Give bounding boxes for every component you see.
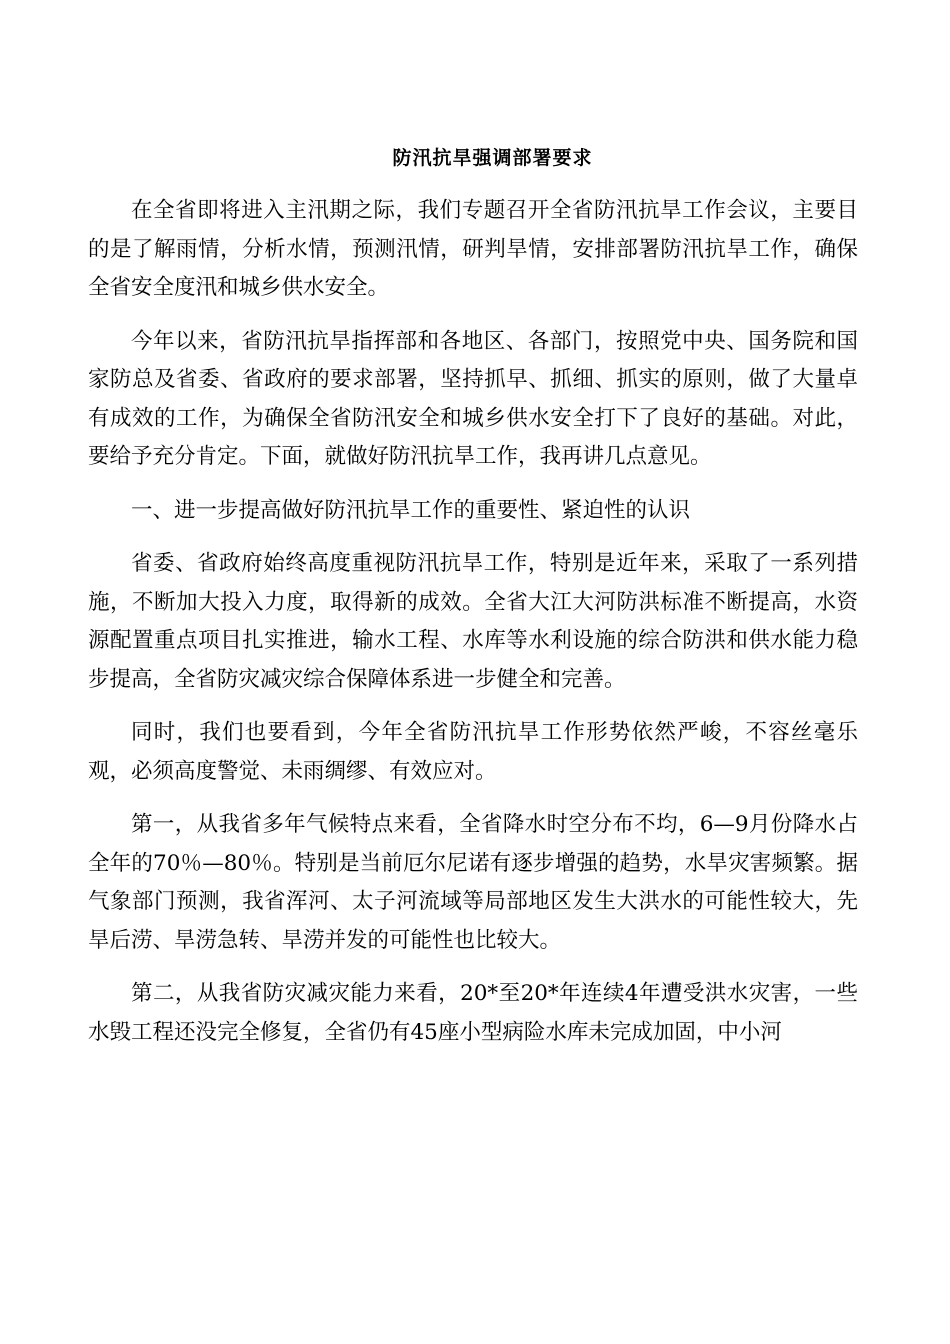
paragraph-point-2: 第二，从我省防灾减灾能力来看，20*至20*年连续4年遭受洪水灾害，一些水毁工程还没完全修复，全省仍有45座小型病险水库未完成加固，中小河 (88, 981, 858, 1045)
section-heading-1: 一、进一步提高做好防汛抗旱工作的重要性、紧迫性的认识 (131, 497, 691, 523)
paragraph-situation: 同时，我们也要看到，今年全省防汛抗旱工作形势依然严峻，不容丝毫乐观，必须高度警觉、未雨绸缪、有效应对。 (88, 720, 858, 784)
paragraph-progress: 今年以来，省防汛抗旱指挥部和各地区、各部门，按照党中央、国务院和国家防总及省委、省政府的要求部署，坚持抓早、抓细、抓实的原则，做了大量卓有成效的工作，为确保全省防汛安全和城乡供水安全打下了良好的基础。对此，要给予充分肯定。下面，就做好防汛抗旱工作，我再讲几点意见。 (88, 328, 858, 469)
paragraph-intro: 在全省即将进入主汛期之际，我们专题召开全省防汛抗旱工作会议，主要目的是了解雨情，分析水情，预测汛情，研判旱情，安排部署防汛抗旱工作，确保全省安全度汛和城乡供水安全。 (88, 198, 858, 300)
document-title: 防汛抗旱强调部署要求 (392, 147, 593, 169)
document-body (88, 192, 858, 1067)
paragraph-achievements: 省委、省政府始终高度重视防汛抗旱工作，特别是近年来，采取了一系列措施，不断加大投入力度，取得新的成效。全省大江大河防洪标准不断提高，水资源配置重点项目扎实推进，输水工程、水库等水利设施的综合防洪和供水能力稳步提高，全省防灾减灾综合保障体系进一步健全和完善。 (88, 551, 858, 692)
paragraph-point-1: 第一，从我省多年气候特点来看，全省降水时空分布不均，6—9月份降水占全年的70％—80％。特别是当前厄尔尼诺有逐步增强的趋势，水旱灾害频繁。据气象部门预测，我省浑河、太子河流域等局部地区发生大洪水的可能性较大，先旱后涝、旱涝急转、旱涝并发的可能性也比较大。 (88, 812, 858, 953)
